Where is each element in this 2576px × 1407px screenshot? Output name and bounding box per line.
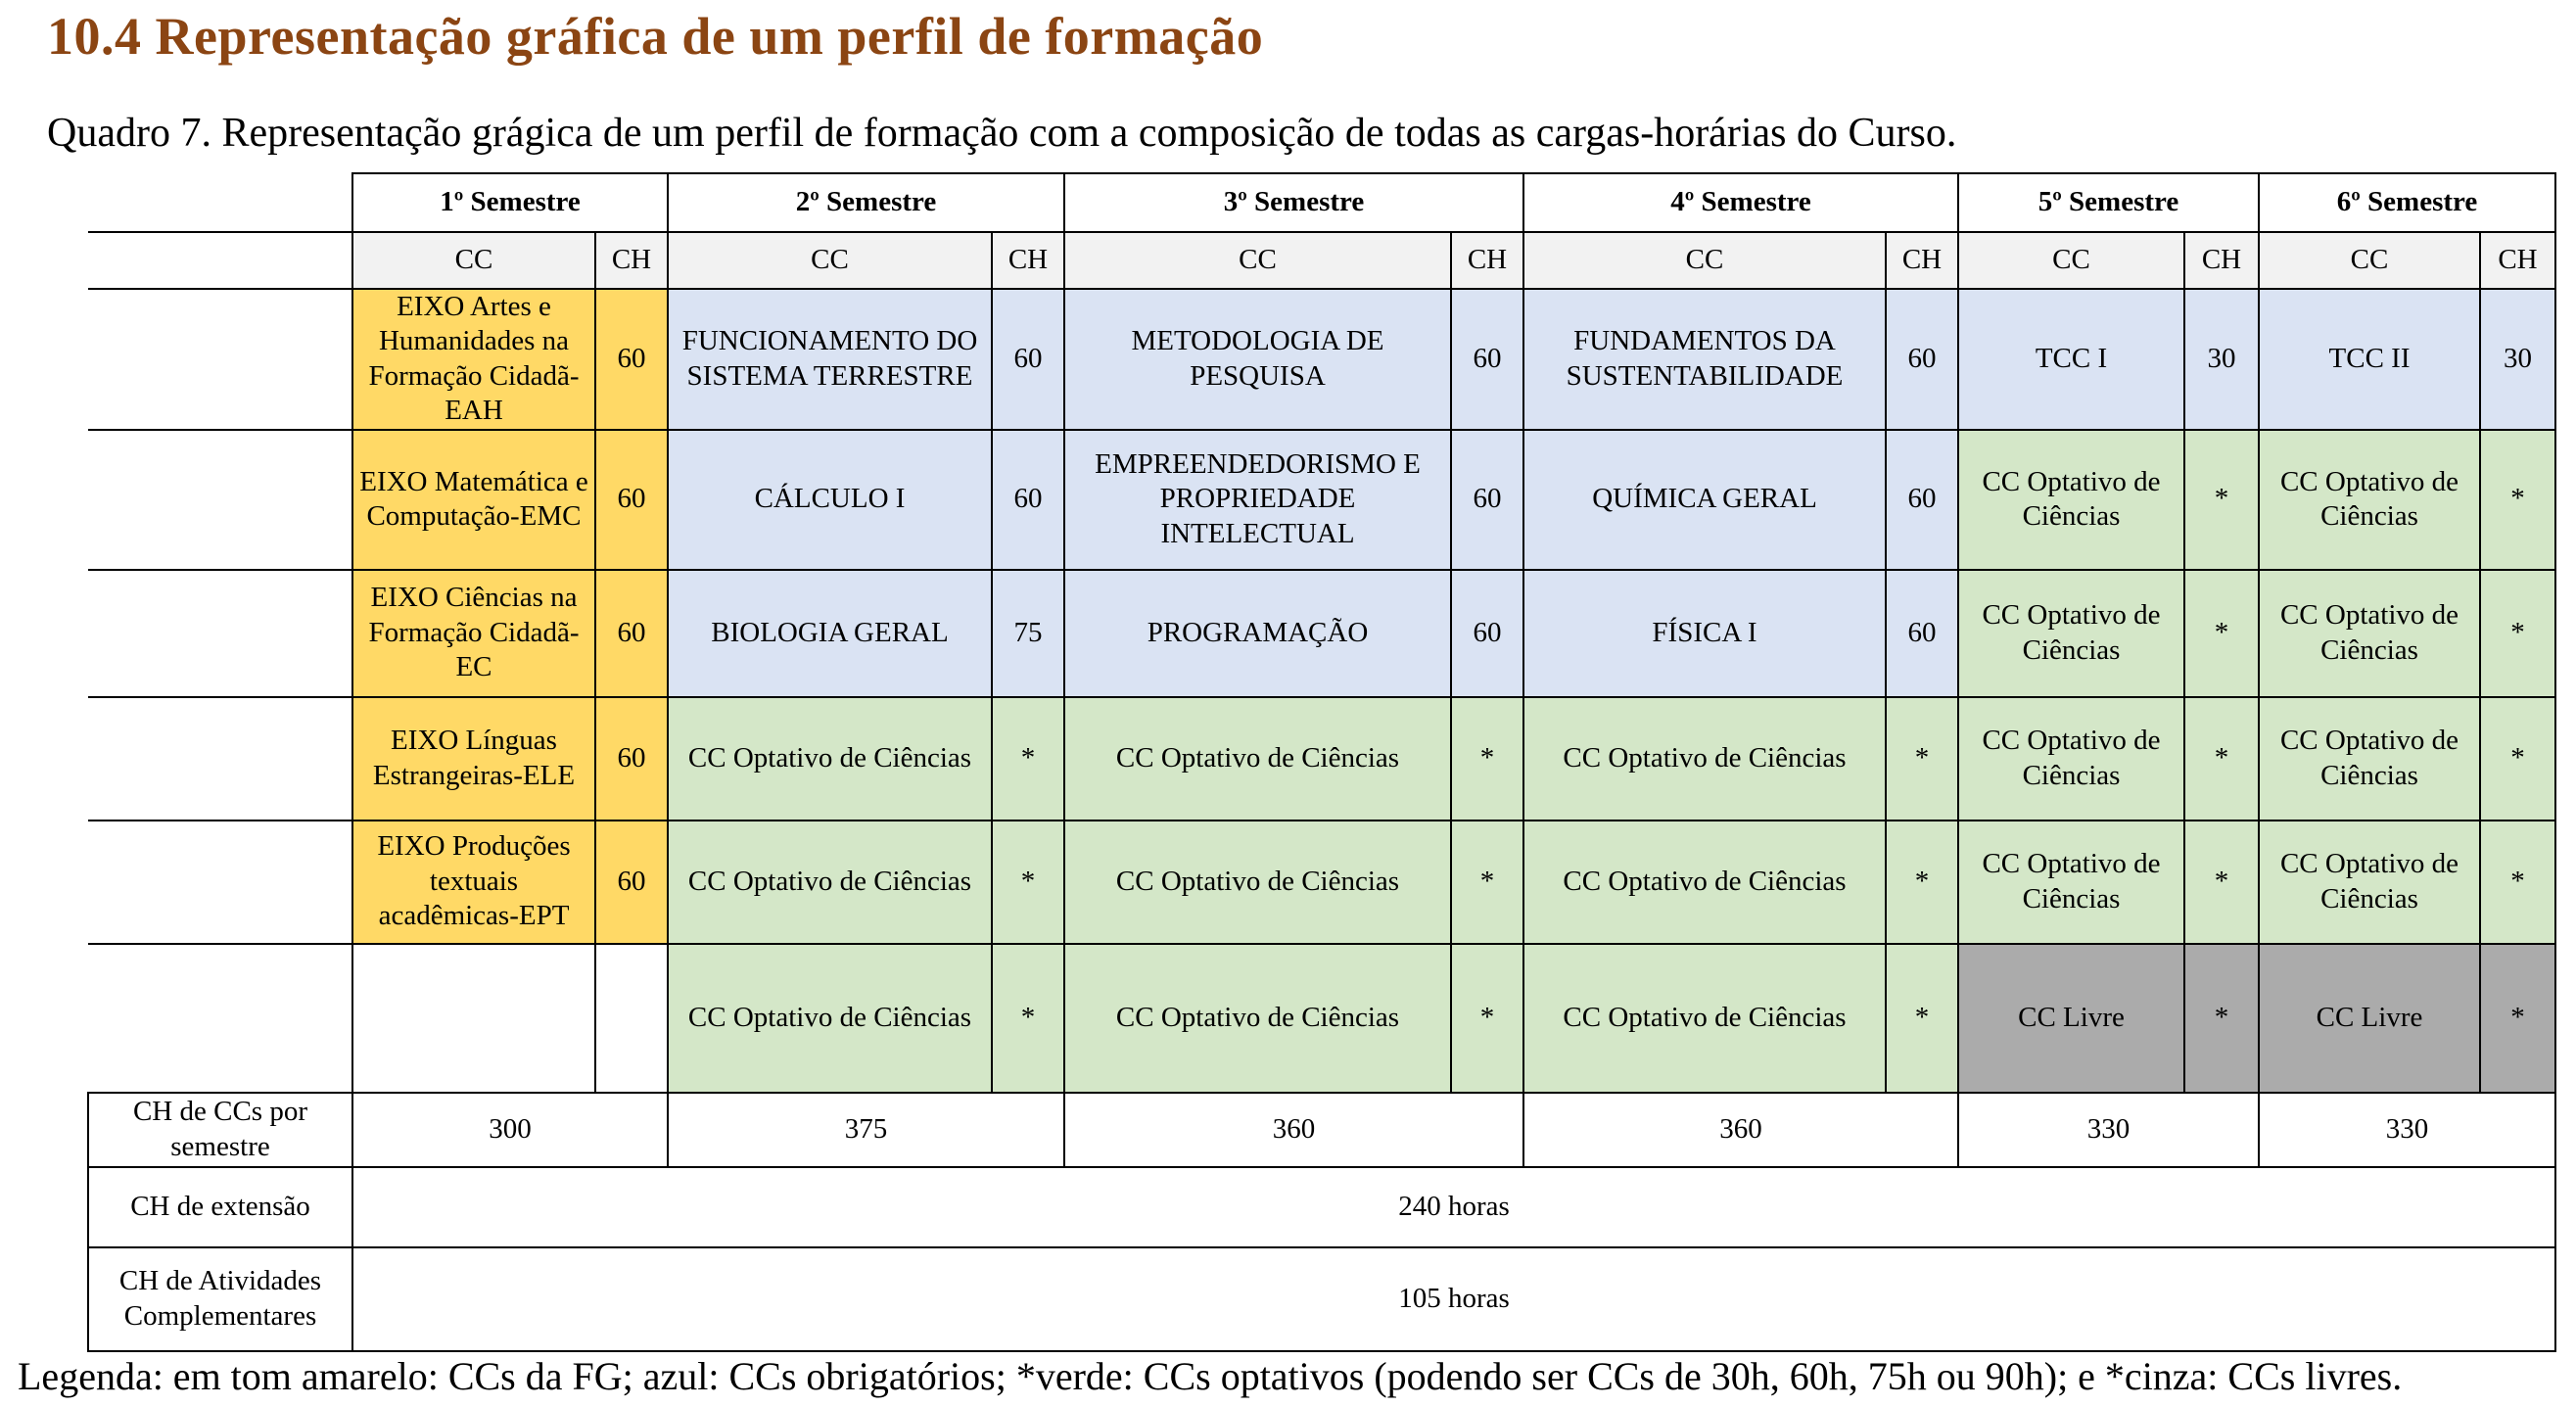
semester-total: 300 (352, 1093, 668, 1167)
extension-row (88, 1167, 2555, 1247)
course-hours-cell: 60 (1886, 570, 1958, 697)
course-component-cell: CC Optativo de Ciências (1523, 821, 1886, 944)
section-heading: 10.4 Representação gráfica de um perfil de formação (47, 7, 1264, 66)
course-hours-cell: * (1451, 697, 1523, 821)
course-component-cell: CC Optativo de Ciências (668, 821, 992, 944)
course-hours-cell: * (2480, 430, 2555, 570)
course-hours-cell: * (992, 697, 1064, 821)
cc-subheader: CC (352, 232, 595, 289)
cc-subheader: CC (2259, 232, 2480, 289)
semester-total: 360 (1523, 1093, 1958, 1167)
course-component-cell: CC Optativo de Ciências (2259, 430, 2480, 570)
course-component-cell: FUNDAMENTOS DA SUSTENTABILIDADE (1523, 289, 1886, 430)
corner-cell (88, 173, 352, 232)
course-hours-cell: * (1886, 944, 1958, 1093)
course-hours-cell: * (992, 821, 1064, 944)
course-hours-cell: 60 (595, 821, 668, 944)
side-spacer (88, 570, 352, 697)
course-component-cell: CC Livre (2259, 944, 2480, 1093)
course-hours-cell: 60 (595, 289, 668, 430)
course-component-cell: CC Optativo de Ciências (2259, 570, 2480, 697)
training-profile-table (87, 172, 2556, 1352)
course-component-cell: CC Optativo de Ciências (668, 697, 992, 821)
course-hours-cell: 60 (1451, 430, 1523, 570)
table-caption: Quadro 7. Representação grágica de um perfil de formação com a composição de todas as cargas-horárias do Curso. (47, 111, 1957, 156)
cc-subheader: CC (1064, 232, 1451, 289)
course-hours-cell: 60 (1451, 289, 1523, 430)
ch-subheader: CH (595, 232, 668, 289)
course-component-cell: BIOLOGIA GERAL (668, 570, 992, 697)
side-spacer (88, 821, 352, 944)
ch-subheader: CH (1451, 232, 1523, 289)
totals-row (88, 1093, 2555, 1167)
semester-header: 1º Semestre (352, 173, 668, 232)
semester-total: 360 (1064, 1093, 1523, 1167)
course-component-cell: TCC II (2259, 289, 2480, 430)
course-row (88, 821, 2555, 944)
course-hours-cell: * (2480, 697, 2555, 821)
course-component-cell: FÍSICA I (1523, 570, 1886, 697)
course-hours-cell: 60 (992, 289, 1064, 430)
side-spacer (88, 697, 352, 821)
course-hours-cell: 60 (1886, 289, 1958, 430)
activities-label: CH de Atividades Complementares (88, 1247, 352, 1351)
course-hours-cell: * (1886, 697, 1958, 821)
corner-cell (88, 232, 352, 289)
course-hours-cell: 75 (992, 570, 1064, 697)
course-component-cell: CC Optativo de Ciências (1064, 821, 1451, 944)
course-component-cell: TCC I (1958, 289, 2184, 430)
semester-header-row (88, 173, 2555, 232)
cc-subheader: CC (668, 232, 992, 289)
totals-label: CH de CCs por semestre (88, 1093, 352, 1167)
subheader-row (88, 232, 2555, 289)
ch-subheader: CH (2480, 232, 2555, 289)
course-hours-cell: * (2480, 570, 2555, 697)
course-component-cell: CC Optativo de Ciências (1958, 570, 2184, 697)
course-component-cell: EIXO Artes e Humanidades na Formação Cidadã-EAH (352, 289, 595, 430)
course-component-cell: CC Optativo de Ciências (1523, 697, 1886, 821)
course-hours-cell: 60 (1886, 430, 1958, 570)
course-component-cell: EIXO Ciências na Formação Cidadã-EC (352, 570, 595, 697)
cc-subheader: CC (1958, 232, 2184, 289)
course-hours-cell: * (1886, 821, 1958, 944)
course-hours-cell: * (2480, 944, 2555, 1093)
course-component-cell: FUNCIONAMENTO DO SISTEMA TERRESTRE (668, 289, 992, 430)
course-hours-cell: * (2184, 944, 2259, 1093)
ch-subheader: CH (1886, 232, 1958, 289)
course-component-cell: CC Optativo de Ciências (1523, 944, 1886, 1093)
course-hours-cell: 60 (1451, 570, 1523, 697)
course-component-cell: EIXO Produções textuais acadêmicas-EPT (352, 821, 595, 944)
course-hours-cell: * (1451, 821, 1523, 944)
course-component-cell: CÁLCULO I (668, 430, 992, 570)
semester-total: 330 (2259, 1093, 2555, 1167)
course-hours-cell: * (2184, 430, 2259, 570)
semester-header: 2º Semestre (668, 173, 1064, 232)
side-spacer (88, 944, 352, 1093)
semester-header: 5º Semestre (1958, 173, 2259, 232)
course-row (88, 944, 2555, 1093)
cc-subheader: CC (1523, 232, 1886, 289)
course-row (88, 697, 2555, 821)
ch-subheader: CH (992, 232, 1064, 289)
semester-total: 375 (668, 1093, 1064, 1167)
semester-header: 4º Semestre (1523, 173, 1958, 232)
course-hours-cell: * (2184, 697, 2259, 821)
course-component-cell: CC Optativo de Ciências (1958, 430, 2184, 570)
course-hours-cell: * (2480, 821, 2555, 944)
semester-header: 6º Semestre (2259, 173, 2555, 232)
course-hours-cell: * (2184, 570, 2259, 697)
course-component-cell: CC Optativo de Ciências (1064, 944, 1451, 1093)
course-hours-cell: 60 (595, 570, 668, 697)
course-row (88, 289, 2555, 430)
course-row (88, 430, 2555, 570)
course-component-cell: CC Optativo de Ciências (1958, 821, 2184, 944)
course-component-cell: CC Optativo de Ciências (1064, 697, 1451, 821)
course-hours-cell: 60 (992, 430, 1064, 570)
extension-label: CH de extensão (88, 1167, 352, 1247)
extension-value: 240 horas (352, 1167, 2555, 1247)
course-hours-cell: 60 (595, 430, 668, 570)
course-hours-cell: 60 (595, 697, 668, 821)
ch-subheader: CH (2184, 232, 2259, 289)
semester-total: 330 (1958, 1093, 2259, 1167)
semester-header: 3º Semestre (1064, 173, 1523, 232)
course-component-cell (352, 944, 595, 1093)
course-component-cell: QUÍMICA GERAL (1523, 430, 1886, 570)
legend: Legenda: em tom amarelo: CCs da FG; azul: CCs obrigatórios; *verde: CCs optativos (podendo ser CCs de 30h, 60h, 75h ou 90h); e *cinza: CCs livres. (18, 1354, 2403, 1398)
course-component-cell: CC Optativo de Ciências (2259, 697, 2480, 821)
course-hours-cell: 30 (2480, 289, 2555, 430)
activities-value: 105 horas (352, 1247, 2555, 1351)
course-hours-cell: 30 (2184, 289, 2259, 430)
course-component-cell: EIXO Línguas Estrangeiras-ELE (352, 697, 595, 821)
course-component-cell: EMPREENDEDORISMO E PROPRIEDADE INTELECTUAL (1064, 430, 1451, 570)
course-component-cell: EIXO Matemática e Computação-EMC (352, 430, 595, 570)
course-component-cell: CC Optativo de Ciências (668, 944, 992, 1093)
course-hours-cell: * (2184, 821, 2259, 944)
activities-row (88, 1247, 2555, 1351)
course-component-cell: CC Livre (1958, 944, 2184, 1093)
course-hours-cell (595, 944, 668, 1093)
side-spacer (88, 430, 352, 570)
side-spacer (88, 289, 352, 430)
course-component-cell: CC Optativo de Ciências (2259, 821, 2480, 944)
course-component-cell: CC Optativo de Ciências (1958, 697, 2184, 821)
course-hours-cell: * (992, 944, 1064, 1093)
course-hours-cell: * (1451, 944, 1523, 1093)
course-component-cell: METODOLOGIA DE PESQUISA (1064, 289, 1451, 430)
course-component-cell: PROGRAMAÇÃO (1064, 570, 1451, 697)
course-row (88, 570, 2555, 697)
